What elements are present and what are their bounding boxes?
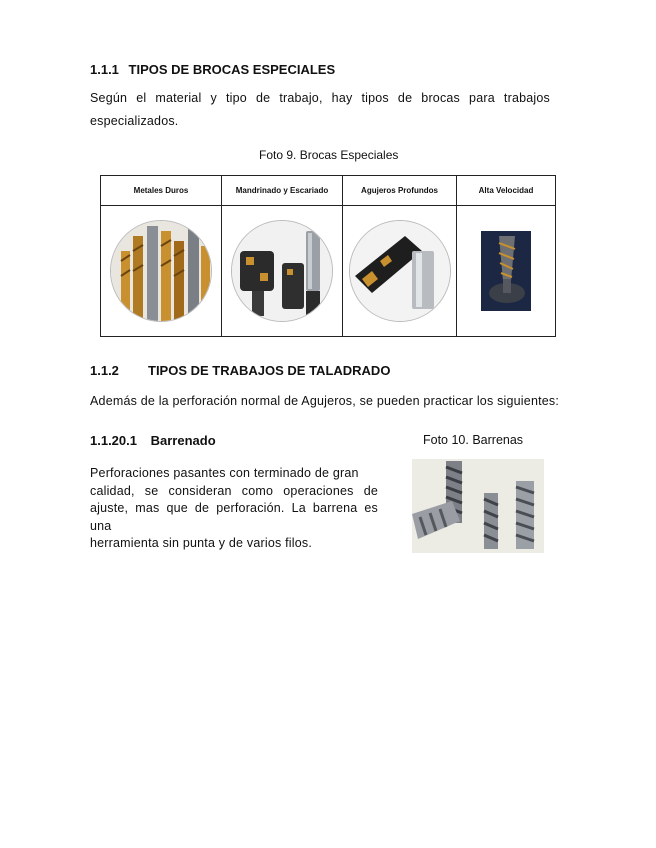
taladrado-intro: Además de la perforación normal de Agujeros, se pueden practicar los siguientes:: [90, 394, 560, 408]
table-header-alta-velocidad: Alta Velocidad: [457, 176, 555, 206]
section-number: 1.1.1: [90, 62, 119, 77]
barrenado-line-1: Perforaciones pasantes con terminado de gran: [90, 466, 359, 480]
section-1-1-1-heading: [90, 62, 335, 77]
barrenado-line-3: ajuste, mas que de perforación. La barrena es una: [90, 501, 378, 533]
section-title: TIPOS DE TRABAJOS DE TALADRADO: [148, 363, 391, 378]
barrenado-paragraph: [90, 465, 378, 553]
table-header-agujeros-profundos: Agujeros Profundos: [343, 176, 457, 206]
photo-9-caption: Foto 9. Brocas Especiales: [259, 148, 399, 162]
intro-line-2: especializados.: [90, 114, 179, 128]
table-cell-mandrinado: [222, 206, 343, 336]
brocas-table: [100, 175, 556, 337]
barrenado-line-4: herramienta sin punta y de varios filos.: [90, 536, 312, 550]
intro-line-1: Según el material y tipo de trabajo, hay tipos de brocas para trabajos: [90, 91, 550, 105]
table-cell-metales-duros: [101, 206, 222, 336]
alta-velocidad-image: [481, 231, 531, 311]
table-header-mandrinado: Mandrinado y Escariado: [222, 176, 343, 206]
barrenas-image: [412, 459, 544, 553]
table-cell-alta-velocidad: [457, 206, 555, 336]
photo-10-caption: Foto 10. Barrenas: [423, 433, 524, 447]
metales-duros-image: [110, 220, 212, 322]
section-number: 1.1.2: [90, 363, 119, 378]
section-1-1-20-1-heading: [90, 433, 216, 448]
table-cell-agujeros-profundos: [343, 206, 457, 336]
section-1-1-2-heading: [90, 363, 391, 378]
table-header-metales-duros: Metales Duros: [101, 176, 222, 206]
section-title: TIPOS DE BROCAS ESPECIALES: [128, 62, 336, 77]
section-title: Barrenado: [150, 433, 216, 448]
section-number: 1.1.20.1: [90, 433, 137, 448]
agujeros-profundos-image: [349, 220, 451, 322]
mandrinado-image: [231, 220, 333, 322]
barrenado-line-2: calidad, se consideran como operaciones de: [90, 483, 378, 498]
